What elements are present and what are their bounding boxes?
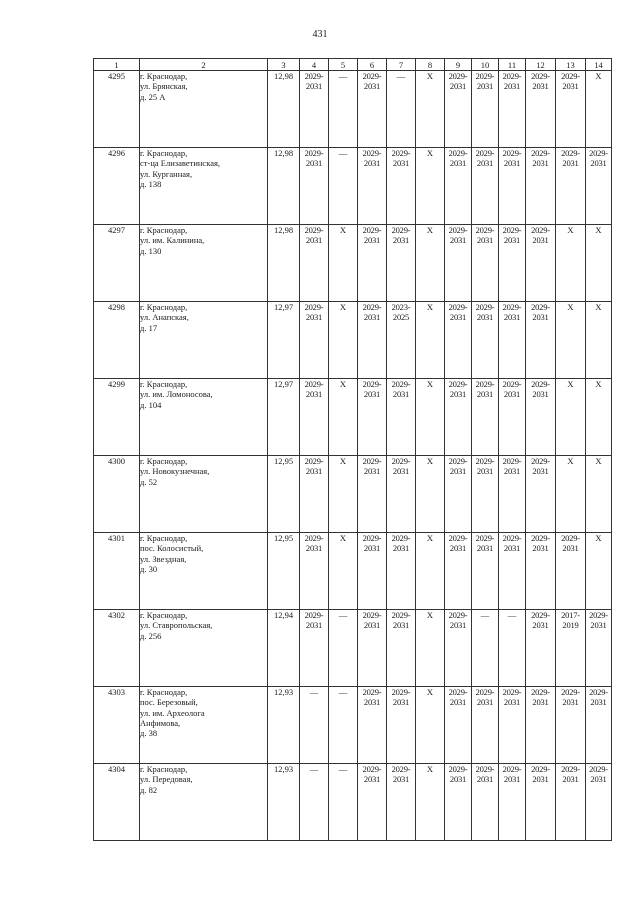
term-cell-col-8: Х: [416, 225, 445, 302]
term-cell-col-7: 2029- 2031: [387, 456, 416, 533]
term-cell-col-9: 2029- 2031: [445, 764, 472, 841]
term-cell-col-8: Х: [416, 71, 445, 148]
term-cell-col-12: 2029- 2031: [526, 148, 556, 225]
value-cell: 12,95: [268, 456, 300, 533]
row-number: 4301: [94, 533, 140, 610]
term-cell-col-9: 2029- 2031: [445, 71, 472, 148]
term-cell-col-6: 2029- 2031: [358, 610, 387, 687]
term-cell-col-6: 2029- 2031: [358, 764, 387, 841]
term-cell-col-6: 2029- 2031: [358, 225, 387, 302]
value-cell: 12,98: [268, 225, 300, 302]
term-cell-col-7: 2029- 2031: [387, 764, 416, 841]
term-cell-col-10: 2029- 2031: [472, 764, 499, 841]
term-cell-col-11: 2029- 2031: [499, 456, 526, 533]
term-cell-col-14: Х: [586, 225, 612, 302]
table-row: [94, 533, 612, 610]
term-cell-col-10: 2029- 2031: [472, 533, 499, 610]
term-cell-col-5: —: [329, 71, 358, 148]
value-cell: 12,93: [268, 687, 300, 764]
term-cell-col-10: 2029- 2031: [472, 71, 499, 148]
term-cell-col-6: 2029- 2031: [358, 456, 387, 533]
term-cell-col-5: Х: [329, 533, 358, 610]
table-row: [94, 71, 612, 148]
term-cell-col-5: —: [329, 610, 358, 687]
term-cell-col-5: —: [329, 687, 358, 764]
term-cell-col-4: 2029- 2031: [300, 148, 329, 225]
term-cell-col-14: Х: [586, 533, 612, 610]
term-cell-col-12: 2029- 2031: [526, 687, 556, 764]
term-cell-col-9: 2029- 2031: [445, 687, 472, 764]
row-number: 4298: [94, 302, 140, 379]
term-cell-col-11: 2029- 2031: [499, 302, 526, 379]
page-number: 431: [312, 29, 328, 40]
column-header-3: 3: [268, 59, 300, 71]
table-row: [94, 225, 612, 302]
table-row: [94, 610, 612, 687]
term-cell-col-12: 2029- 2031: [526, 533, 556, 610]
term-cell-col-6: 2029- 2031: [358, 533, 387, 610]
address-cell: г. Краснодар, ул. Брянская, д. 25 А: [140, 71, 268, 148]
term-cell-col-5: Х: [329, 456, 358, 533]
term-cell-col-14: Х: [586, 302, 612, 379]
term-cell-col-10: 2029- 2031: [472, 687, 499, 764]
term-cell-col-4: 2029- 2031: [300, 71, 329, 148]
term-cell-col-11: 2029- 2031: [499, 148, 526, 225]
term-cell-col-4: 2029- 2031: [300, 225, 329, 302]
table-row: [94, 302, 612, 379]
term-cell-col-11: 2029- 2031: [499, 764, 526, 841]
term-cell-col-12: 2029- 2031: [526, 764, 556, 841]
term-cell-col-8: Х: [416, 302, 445, 379]
term-cell-col-9: 2029- 2031: [445, 225, 472, 302]
term-cell-col-11: —: [499, 610, 526, 687]
term-cell-col-8: Х: [416, 148, 445, 225]
term-cell-col-13: Х: [556, 302, 586, 379]
term-cell-col-14: Х: [586, 71, 612, 148]
term-cell-col-10: 2029- 2031: [472, 379, 499, 456]
term-cell-col-9: 2029- 2031: [445, 533, 472, 610]
column-header-1: 1: [94, 59, 140, 71]
term-cell-col-4: 2029- 2031: [300, 456, 329, 533]
table-row: [94, 764, 612, 841]
table-row: [94, 456, 612, 533]
row-number: 4300: [94, 456, 140, 533]
term-cell-col-4: —: [300, 764, 329, 841]
row-number: 4296: [94, 148, 140, 225]
column-header-10: 10: [472, 59, 499, 71]
column-header-8: 8: [416, 59, 445, 71]
term-cell-col-5: Х: [329, 225, 358, 302]
term-cell-col-11: 2029- 2031: [499, 71, 526, 148]
term-cell-col-5: —: [329, 148, 358, 225]
term-cell-col-7: 2029- 2031: [387, 225, 416, 302]
address-cell: г. Краснодар, ул. Анапская, д. 17: [140, 302, 268, 379]
term-cell-col-8: Х: [416, 687, 445, 764]
term-cell-col-13: 2029- 2031: [556, 533, 586, 610]
term-cell-col-14: Х: [586, 456, 612, 533]
column-header-9: 9: [445, 59, 472, 71]
row-number: 4304: [94, 764, 140, 841]
term-cell-col-14: 2029- 2031: [586, 610, 612, 687]
term-cell-col-11: 2029- 2031: [499, 379, 526, 456]
value-cell: 12,93: [268, 764, 300, 841]
term-cell-col-6: 2029- 2031: [358, 71, 387, 148]
column-header-13: 13: [556, 59, 586, 71]
row-number: 4303: [94, 687, 140, 764]
term-cell-col-10: 2029- 2031: [472, 302, 499, 379]
value-cell: 12,98: [268, 71, 300, 148]
address-cell: г. Краснодар, ст-ца Елизаветинская, ул. Курганная, д. 138: [140, 148, 268, 225]
term-cell-col-11: 2029- 2031: [499, 225, 526, 302]
value-cell: 12,97: [268, 302, 300, 379]
term-cell-col-4: 2029- 2031: [300, 379, 329, 456]
row-number: 4302: [94, 610, 140, 687]
row-number: 4299: [94, 379, 140, 456]
term-cell-col-10: 2029- 2031: [472, 456, 499, 533]
term-cell-col-7: 2029- 2031: [387, 379, 416, 456]
term-cell-col-7: 2029- 2031: [387, 687, 416, 764]
term-cell-col-11: 2029- 2031: [499, 533, 526, 610]
term-cell-col-7: 2029- 2031: [387, 148, 416, 225]
address-cell: г. Краснодар, ул. Ставропольская, д. 256: [140, 610, 268, 687]
term-cell-col-8: Х: [416, 764, 445, 841]
term-cell-col-14: 2029- 2031: [586, 687, 612, 764]
term-cell-col-5: Х: [329, 379, 358, 456]
column-header-2: 2: [140, 59, 268, 71]
term-cell-col-9: 2029- 2031: [445, 456, 472, 533]
address-cell: г. Краснодар, ул. Новокузнечная, д. 52: [140, 456, 268, 533]
term-cell-col-8: Х: [416, 379, 445, 456]
term-cell-col-13: 2017- 2019: [556, 610, 586, 687]
term-cell-col-14: 2029- 2031: [586, 764, 612, 841]
column-header-11: 11: [499, 59, 526, 71]
address-cell: г. Краснодар, ул. Передовая, д. 82: [140, 764, 268, 841]
term-cell-col-12: 2029- 2031: [526, 225, 556, 302]
column-header-7: 7: [387, 59, 416, 71]
row-number: 4297: [94, 225, 140, 302]
term-cell-col-4: 2029- 2031: [300, 533, 329, 610]
table-row: [94, 379, 612, 456]
address-cell: г. Краснодар, пос. Колосистый, ул. Звездная, д. 30: [140, 533, 268, 610]
term-cell-col-7: 2029- 2031: [387, 610, 416, 687]
term-cell-col-7: 2023- 2025: [387, 302, 416, 379]
term-cell-col-4: 2029- 2031: [300, 610, 329, 687]
term-cell-col-8: Х: [416, 533, 445, 610]
object-table: [93, 58, 612, 841]
term-cell-col-7: —: [387, 71, 416, 148]
term-cell-col-12: 2029- 2031: [526, 71, 556, 148]
header-row: [94, 59, 612, 71]
term-cell-col-9: 2029- 2031: [445, 379, 472, 456]
value-cell: 12,98: [268, 148, 300, 225]
column-header-14: 14: [586, 59, 612, 71]
term-cell-col-14: Х: [586, 379, 612, 456]
column-header-5: 5: [329, 59, 358, 71]
term-cell-col-10: —: [472, 610, 499, 687]
value-cell: 12,95: [268, 533, 300, 610]
term-cell-col-6: 2029- 2031: [358, 687, 387, 764]
term-cell-col-5: Х: [329, 302, 358, 379]
term-cell-col-10: 2029- 2031: [472, 148, 499, 225]
term-cell-col-13: 2029- 2031: [556, 764, 586, 841]
term-cell-col-6: 2029- 2031: [358, 302, 387, 379]
column-header-6: 6: [358, 59, 387, 71]
value-cell: 12,94: [268, 610, 300, 687]
row-number: 4295: [94, 71, 140, 148]
term-cell-col-6: 2029- 2031: [358, 148, 387, 225]
term-cell-col-9: 2029- 2031: [445, 610, 472, 687]
term-cell-col-13: 2029- 2031: [556, 148, 586, 225]
table-row: [94, 687, 612, 764]
term-cell-col-4: —: [300, 687, 329, 764]
term-cell-col-5: —: [329, 764, 358, 841]
address-cell: г. Краснодар, ул. им. Ломоносова, д. 104: [140, 379, 268, 456]
column-header-4: 4: [300, 59, 329, 71]
term-cell-col-10: 2029- 2031: [472, 225, 499, 302]
term-cell-col-12: 2029- 2031: [526, 302, 556, 379]
term-cell-col-14: 2029- 2031: [586, 148, 612, 225]
term-cell-col-13: Х: [556, 456, 586, 533]
term-cell-col-12: 2029- 2031: [526, 456, 556, 533]
term-cell-col-7: 2029- 2031: [387, 533, 416, 610]
term-cell-col-13: 2029- 2031: [556, 71, 586, 148]
term-cell-col-9: 2029- 2031: [445, 148, 472, 225]
term-cell-col-9: 2029- 2031: [445, 302, 472, 379]
table-row: [94, 148, 612, 225]
term-cell-col-12: 2029- 2031: [526, 610, 556, 687]
value-cell: 12,97: [268, 379, 300, 456]
term-cell-col-13: Х: [556, 379, 586, 456]
term-cell-col-13: 2029- 2031: [556, 687, 586, 764]
term-cell-col-4: 2029- 2031: [300, 302, 329, 379]
address-cell: г. Краснодар, пос. Березовый, ул. им. Археолога Анфимова, д. 38: [140, 687, 268, 764]
term-cell-col-8: Х: [416, 610, 445, 687]
term-cell-col-11: 2029- 2031: [499, 687, 526, 764]
term-cell-col-8: Х: [416, 456, 445, 533]
address-cell: г. Краснодар, ул. им. Калинина, д. 130: [140, 225, 268, 302]
term-cell-col-13: Х: [556, 225, 586, 302]
term-cell-col-6: 2029- 2031: [358, 379, 387, 456]
term-cell-col-12: 2029- 2031: [526, 379, 556, 456]
column-header-12: 12: [526, 59, 556, 71]
